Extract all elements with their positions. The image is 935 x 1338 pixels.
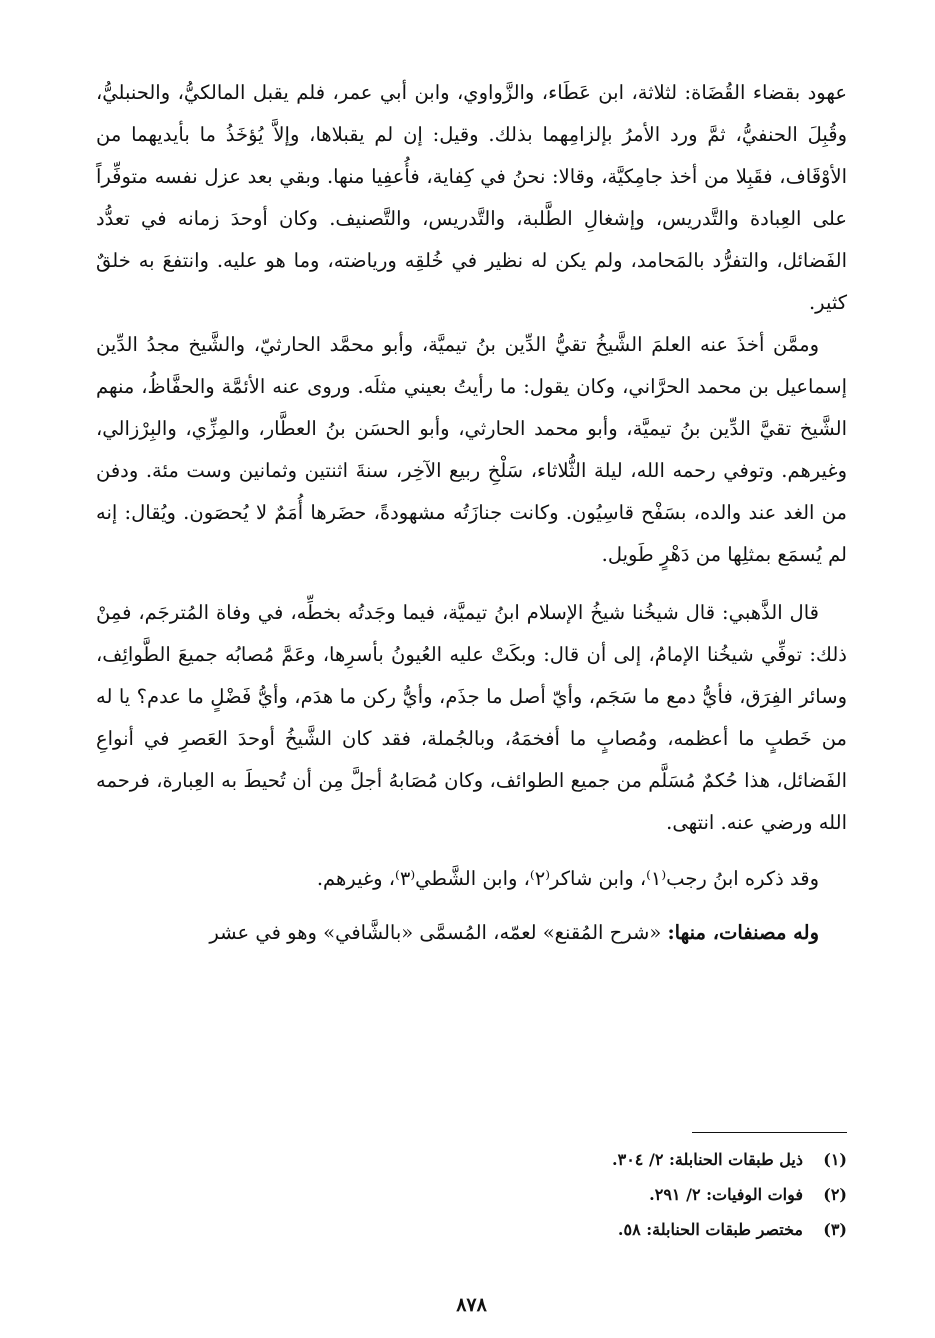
body-paragraph-3: قال الذَّهبي: قال شيخُنا شيخُ الإسلام ابنُ تيميَّة، فيما وجَدتُه بخطِّه، في وفاة المُترجَم، فمِنْ ذلك: توفِّي شيخُنا الإمامُ، إلى أن قال: وبكَتْ عليه العُيونُ بأسرِها، وعَمَّ مُصابُه جميعَ الطَّوائِف، وسائر الفِرَق، فأيُّ دمع ما سَجَم، وأيّ أصل ما جذَم، وأيُّ ركن ما هدَم، وأيُّ فَضْلٍ ما عدم؟ يا له من خَطبٍ ما أعظمه، ومُصابٍ ما أفخمَهُ، وبالجُملة، فقد كان الشَّيخُ أوحدَ العَصرِ في أنواعِ الفَضائل، هذا حُكمٌ مُسَلَّم من جميع الطوائف، وكان مُصَابهُ أجلَّ مِن أن تُحيطَ به العِبارة، فرحمه الله ورضي عنه. انتهى.	[96, 601, 847, 834]
footnote-text: ذيل طبقات الحنابلة: ٢/ ٣٠٤.	[612, 1150, 803, 1169]
footnotes	[96, 1142, 847, 1247]
footnote-text: مختصر طبقات الحنابلة: ٥٨.	[617, 1220, 803, 1239]
page-number: ٨٧٨	[456, 1294, 487, 1316]
footnote-divider	[692, 1132, 847, 1133]
body-paragraph-2: وممَّن أخذَ عنه العلمَ الشَّيخُ تقيُّ الدِّين بنُ تيميَّة، وأبو محمَّد الحارثيّ، والشَّيخ مجدُ الدِّين إسماعيل بن محمد الحرَّاني، وكان يقول: ما رأيتُ بعيني مثلَه. وروى عنه الأئمَّة والحفَّاظُ، منهم الشَّيخ تقيَّ الدِّين بنُ تيميَّة، وأبو محمد الحارثي، وأبو الحسَن بنُ العطَّار، والمِزِّي، والبِرْزالي، وغيرهم. وتوفي رحمه الله، ليلة الثُّلاثاء، سَلْخِ ربيع الآخِر، سنةَ اثنتين وثمانين وست مئة. ودفن من الغد عند والده، بسَفْح قاسِيُون. وكانت جنازَتُه مشهودةً، حضَرها أُمَمٌ لا يُحصَون. ويُقال: إنه لم يُسمَع بمثلِها من دَهْرٍ طَويل.	[96, 333, 847, 566]
footnote-number: (٣)	[823, 1220, 847, 1239]
body-paragraph-1: عهود بقضاء القُضَاة: لثلاثة، ابن عَطَاء، والزَّواوي، وابن أبي عمر، فلم يقبل المالكيُّ، والحنبليُّ، وقُبِلَ الحنفيُّ، ثمَّ ورد الأمرُ بإلزامِهما بذلك. وقيل: إن لم يقبلاها، وإلاَّ يُؤخَذُ ما بأيديهما من الأوْقَاف، فقَبِلا من أخذ جامِكيَّة، وقالا: نحنُ في كِفاية، فأُعفِيا منها. وبقي بعد عزل نفسه متوفِّراً على العِبادة والتَّدريس، وإشغالِ الطَّلبة، والتَّدريس، والتَّصنيف. وكان أوحدَ زمانه في تعدُّد الفَضائل، والتفرُّد بالمَحامد، ولم يكن له نظير في خُلقِه ورياضته، وما هو عليه. وانتفعَ به خلقٌ كثير.	[96, 81, 847, 314]
footnote-1	[96, 1142, 847, 1177]
body-paragraph-5-lead: وله مصنفات، منها:	[667, 921, 819, 944]
footnote-3	[96, 1212, 847, 1247]
footnote-number: (١)	[823, 1150, 847, 1169]
footnote-number: (٢)	[823, 1185, 847, 1204]
body-paragraph-5	[96, 912, 847, 954]
footnote-2	[96, 1177, 847, 1212]
body-paragraph-4: وقد ذكره ابنُ رجب⁽١⁾، وابن شاكر⁽٢⁾، وابن الشَّطي⁽٣⁾، وغيرهم.	[316, 867, 819, 890]
book-page	[96, 72, 847, 1338]
body-paragraph-5-rest: «شرح المُقنع» لعمّه، المُسمَّى «بالشَّافي» وهو في عشر	[209, 921, 668, 944]
footnote-text: فوات الوفيات: ٢/ ٢٩١.	[649, 1185, 803, 1204]
